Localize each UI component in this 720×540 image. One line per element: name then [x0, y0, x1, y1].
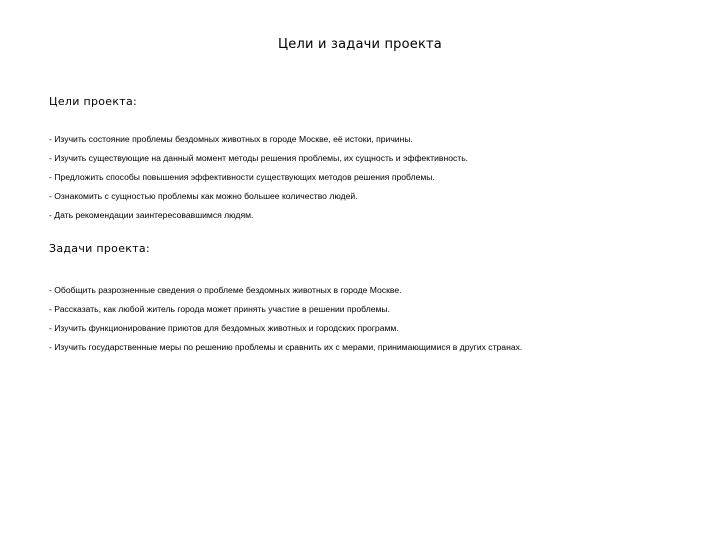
- tasks-list: [49, 285, 522, 361]
- goals-heading: Цели проекта:: [49, 95, 138, 108]
- tasks-heading: Задачи проекта:: [49, 242, 150, 255]
- tasks-item: - Изучить государственные меры по решению проблемы и сравнить их с мерами, принимающимися в других странах.: [49, 342, 523, 352]
- page-title: Цели и задачи проекта: [278, 37, 442, 52]
- goals-item: - Изучить состояние проблемы бездомных животных в городе Москве, её истоки, причины.: [49, 134, 413, 144]
- goals-item: - Ознакомить с сущностью проблемы как можно большее количество людей.: [49, 191, 358, 201]
- goals-item: - Изучить существующие на данный момент методы решения проблемы, их сущность и эффективность.: [49, 153, 469, 163]
- goals-item: - Предложить способы повышения эффективности существующих методов решения проблемы.: [49, 172, 435, 182]
- tasks-item: - Рассказать, как любой житель города может принять участие в решении проблемы.: [49, 304, 390, 314]
- tasks-item: - Обобщить разрозненные сведения о проблеме бездомных животных в городе Москве.: [49, 285, 402, 295]
- goals-list: [49, 134, 468, 229]
- tasks-item: - Изучить функционирование приютов для бездомных животных и городских программ.: [49, 323, 399, 333]
- goals-item: - Дать рекомендации заинтересовавшимся людям.: [49, 210, 254, 220]
